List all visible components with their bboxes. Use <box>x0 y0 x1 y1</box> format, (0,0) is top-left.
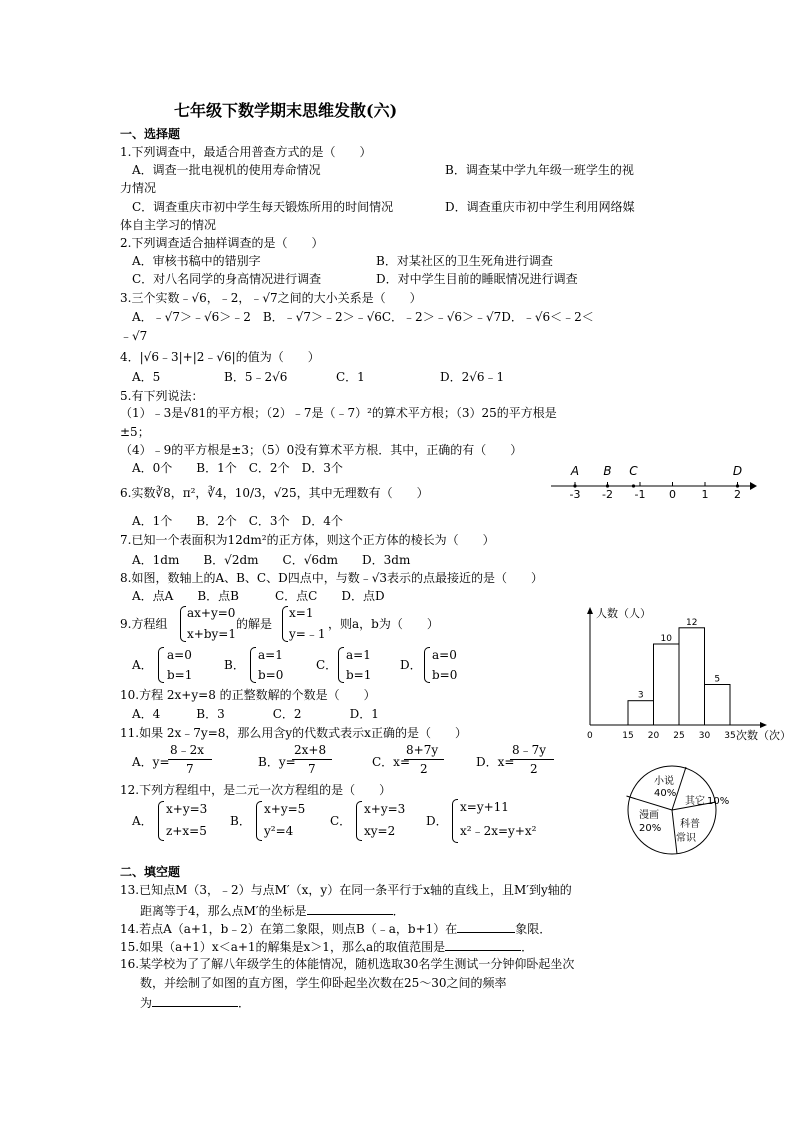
q12-option-c-label: C． <box>330 814 352 828</box>
q9-option-c-eq2: b=1 <box>346 668 372 682</box>
number-line-tick-label: -3 <box>569 488 581 501</box>
q12-option-b-brace <box>256 801 262 841</box>
q14-text: 14.若点A（a+1，b﹣2）在第二象限，则点B（﹣a，b+1）在 <box>120 922 458 936</box>
q3-options: A．﹣√7＞﹣√6＞﹣2 B．﹣√7＞﹣2＞﹣√6C．﹣2＞﹣√6＞﹣√7D．﹣√6＜﹣2＜ <box>132 310 594 324</box>
q7-stem: 7.已知一个表面积为12dm²的正方体，则这个正方体的棱长为（ ） <box>120 533 495 547</box>
q11-option-d-label: D．x= <box>476 755 515 769</box>
q11-option-c-numerator: 8+7y <box>406 743 439 757</box>
q9-brace-1 <box>180 606 186 642</box>
q5-options: A．0个 B．1个 C．2个 D．3个 <box>132 461 343 475</box>
q13-line-1: 13.已知点M（3，﹣2）与点M′（x，y）在同一条平行于x轴的直线上，且M′到y轴的 <box>120 883 572 897</box>
histogram-bar-label: 12 <box>686 617 698 628</box>
q12-option-a-label: A． <box>132 814 153 828</box>
pie-pct-comic: 20% <box>639 823 662 834</box>
q3-options-cont: ﹣√7 <box>120 329 148 343</box>
q11-option-a-denominator: 7 <box>186 762 194 776</box>
q16-line-3 <box>140 994 250 1011</box>
histogram-chart <box>576 598 791 746</box>
q4-option-d: D．2√6﹣1 <box>440 370 505 384</box>
q9-option-d-brace <box>424 647 430 683</box>
q15 <box>120 938 533 955</box>
number-line-tick-label: -1 <box>634 488 646 501</box>
number-line-point-label: C <box>629 464 638 478</box>
q9-option-d-eq2: b=0 <box>432 668 458 682</box>
q9-option-b-eq1: a=1 <box>258 648 283 662</box>
q11-stem: 11.如果 2x﹣7y=8，那么用含y的代数式表示x正确的是（ ） <box>120 726 467 740</box>
q1-option-d-cont: 体自主学习的情况 <box>120 218 217 232</box>
number-line-tick-label: -2 <box>602 488 613 501</box>
q9-suffix: ，则a，b为（ ） <box>328 617 439 631</box>
q2-option-c: C．对八名同学的身高情况进行调查 <box>132 272 322 286</box>
q11-option-c-label: C．x= <box>372 755 411 769</box>
q9-solution-y: y=﹣1 <box>289 627 326 641</box>
q9-brace-2 <box>282 606 288 642</box>
q11-option-b-numerator: 2x+8 <box>294 743 327 757</box>
q15-text: 15.如果（a+1）x＜a+1的解集是x＞1，那么a的取值范围是 <box>120 940 446 954</box>
q7-options: A．1dm B．√2dm C．√6dm D．3dm <box>132 553 411 567</box>
q12-option-a-eq1: x+y=3 <box>166 802 208 816</box>
q9-solution-x: x=1 <box>289 606 314 620</box>
q9-option-c-eq1: a=1 <box>346 648 371 662</box>
q9-option-c-label: C． <box>316 658 338 672</box>
histogram-x-tick-label: 30 <box>698 731 711 741</box>
q15-answer-blank[interactable] <box>445 938 521 951</box>
q14-end: 象限． <box>515 922 552 936</box>
q12-option-d-label: D． <box>426 814 448 828</box>
number-line-tick-label: 0 <box>669 488 676 501</box>
q9-option-a-eq1: a=0 <box>167 648 192 662</box>
q12-stem: 12.下列方程组中，是二元一次方程组的是（ ） <box>120 783 392 797</box>
number-line-point-label: A <box>570 464 580 478</box>
q16-line-1: 16.某学校为了了解八年级学生的体能情况，随机选取30名学生测试一分钟仰卧起坐次 <box>120 957 575 971</box>
histogram-bar-label: 3 <box>637 690 644 701</box>
q9-option-b-eq2: b=0 <box>258 668 284 682</box>
histogram-bar <box>679 628 705 725</box>
q1-option-b: B．调查某中学九年级一班学生的视 <box>445 163 634 177</box>
histogram-bar <box>705 685 731 726</box>
histogram-x-tick-label: 25 <box>673 731 685 741</box>
q11-option-a-numerator: 8﹣2x <box>170 743 205 757</box>
q1-option-c: C．调查重庆市初中学生每天锻炼所用的时间情况 <box>132 200 394 214</box>
pie-chart <box>620 760 730 864</box>
q6-options: A．1个 B．2个 C．3个 D．4个 <box>132 514 343 528</box>
q13-end: ． <box>392 904 405 918</box>
q12-option-b-eq2: y²=4 <box>264 824 294 838</box>
histogram-x-tick-label: 35 <box>724 731 736 741</box>
page-title: 七年级下数学期末思维发散(六) <box>174 101 398 120</box>
number-line-figure <box>548 462 758 504</box>
q4-option-c: C．1 <box>336 370 365 384</box>
number-line-point <box>573 484 576 487</box>
histogram-x-tick-label: 15 <box>622 731 634 741</box>
q11-option-a-fraction-bar <box>168 759 212 760</box>
q16-answer-blank[interactable] <box>152 994 238 1007</box>
q8-options: A．点A B．点B C．点C D．点D <box>132 589 385 603</box>
q2-option-a: A．审核书稿中的错别字 <box>132 254 261 268</box>
q5-stem: 5.有下列说法： <box>120 389 204 403</box>
q12-option-c-brace <box>356 801 362 841</box>
q13-text: 距离等于4，那么点M′的坐标是 <box>140 904 307 918</box>
q1-option-d: D．调查重庆市初中学生利用网络媒 <box>445 200 635 214</box>
q12-option-d-eq1: x=y+11 <box>460 800 509 814</box>
q1-option-b-cont: 力情况 <box>120 181 157 195</box>
number-line-tick-label: 1 <box>701 488 709 501</box>
histogram-bar-label: 10 <box>660 634 672 644</box>
q11-option-b-denominator: 7 <box>308 762 316 776</box>
q9-option-a-brace <box>158 647 164 683</box>
q3-stem: 3.三个实数﹣√6，﹣2，﹣√7之间的大小关系是（ ） <box>120 291 422 305</box>
q2-option-b: B．对某社区的卫生死角进行调查 <box>376 254 553 268</box>
q12-option-c-eq2: xy=2 <box>364 824 396 838</box>
q9-option-b-brace <box>250 647 256 683</box>
q12-option-d-brace <box>452 799 458 843</box>
section-heading-fill: 二、填空题 <box>120 865 181 879</box>
q9-system-eq1: ax+y=0 <box>187 606 236 620</box>
q14 <box>120 920 551 937</box>
section-heading-choice: 一、选择题 <box>120 127 181 141</box>
number-line-tick-label: 2 <box>734 488 741 501</box>
q11-option-c-fraction-bar <box>404 759 444 760</box>
q11-option-b-fraction-bar <box>292 759 332 760</box>
q9-option-d-eq1: a=0 <box>432 648 457 662</box>
pie-label-other: 其它 <box>685 796 705 807</box>
q6-stem: 6.实数∛8，π²，∛4，10/3，√25，其中无理数有（ ） <box>120 486 429 500</box>
pie-pct-other: 10% <box>707 796 730 807</box>
pie-pct-novel: 40% <box>654 788 677 799</box>
number-line-point-label: D <box>732 464 743 478</box>
q4-option-b: B．5﹣2√6 <box>224 370 288 384</box>
q9-option-c-brace <box>338 647 344 683</box>
q11-option-c-denominator: 2 <box>420 762 428 776</box>
q9-option-a-eq2: b=1 <box>167 668 193 682</box>
q12-option-c-eq1: x+y=3 <box>364 802 406 816</box>
q10-stem: 10.方程 2x+y=8 的正整数解的个数是（ ） <box>120 688 376 702</box>
q9-mid: 的解是 <box>236 617 273 631</box>
q11-option-a-label: A．y= <box>132 755 170 769</box>
pie-label-science: 科普 <box>680 819 700 830</box>
number-line-point-label: B <box>603 464 612 478</box>
q4-option-a: A．5 <box>132 370 161 384</box>
q9-option-b-label: B． <box>224 658 245 672</box>
q1-stem: 1.下列调查中，最适合用普查方式的是（ ） <box>120 145 372 159</box>
q13-answer-blank[interactable] <box>307 902 393 915</box>
pie-pct-science: 常识 <box>676 833 696 844</box>
q12-option-a-eq2: z+x=5 <box>166 824 207 838</box>
q2-stem: 2.下列调查适合抽样调查的是（ ） <box>120 236 324 250</box>
q4-stem: 4．|√6﹣3|+|2﹣√6|的值为（ ） <box>120 350 320 364</box>
pie-label-novel: 小说 <box>654 776 674 787</box>
histogram-bar <box>628 701 654 725</box>
number-line-point <box>736 484 739 487</box>
q14-answer-blank[interactable] <box>457 920 515 933</box>
histogram-y-label: 人数（人） <box>596 607 651 620</box>
q9-prefix: 9.方程组 <box>120 617 168 631</box>
q5-line-1: （1）﹣3是√81的平方根；（2）﹣7是（﹣7）²的算术平方根；（3）25的平方根是 <box>120 406 557 420</box>
q5-line-3: （4）﹣9的平方根是±3；（5）0没有算术平方根．其中，正确的有（ ） <box>120 443 523 457</box>
q12-option-a-brace <box>158 801 164 841</box>
q16-line-2: 数，并绘制了如图的直方图，学生仰卧起坐次数在25～30之间的频率 <box>140 976 507 990</box>
q8-stem: 8.如图，数轴上的A、B、C、D四点中，与数﹣√3表示的点最接近的是（ ） <box>120 571 544 585</box>
histogram-x-label: 次数（次） <box>736 729 791 742</box>
q9-option-a-label: A． <box>132 658 153 672</box>
q16-text: 为 <box>140 996 153 1010</box>
q5-line-2: ±5； <box>120 425 150 439</box>
number-line-point <box>606 484 609 487</box>
q12-option-d-eq2: x²﹣2x=y+x² <box>460 824 537 838</box>
q1-option-a: A．调查一批电视机的使用寿命情况 <box>132 163 321 177</box>
q16-end: ． <box>238 996 251 1010</box>
q11-option-d-numerator: 8﹣7y <box>512 743 547 757</box>
number-line-point <box>632 484 635 487</box>
histogram-bar <box>654 644 680 725</box>
histogram-bar-label: 5 <box>714 674 721 685</box>
q2-option-d: D．对中学生目前的睡眠情况进行调查 <box>376 272 578 286</box>
q10-options: A．4 B．3 C．2 D．1 <box>132 707 379 721</box>
q11-option-d-denominator: 2 <box>530 762 538 776</box>
q9-option-d-label: D． <box>400 658 422 672</box>
q9-system-eq2: x+by=1 <box>187 627 236 641</box>
q12-option-b-eq1: x+y=5 <box>264 802 306 816</box>
q13-line-2 <box>140 902 405 919</box>
q15-end: ． <box>521 940 534 954</box>
q12-option-b-label: B． <box>230 814 251 828</box>
q11-option-b-label: B．y= <box>258 755 296 769</box>
histogram-origin: 0 <box>587 731 593 741</box>
histogram-x-tick-label: 20 <box>647 731 660 741</box>
pie-label-comic: 漫画 <box>639 810 659 821</box>
q11-option-d-fraction-bar <box>510 759 554 760</box>
